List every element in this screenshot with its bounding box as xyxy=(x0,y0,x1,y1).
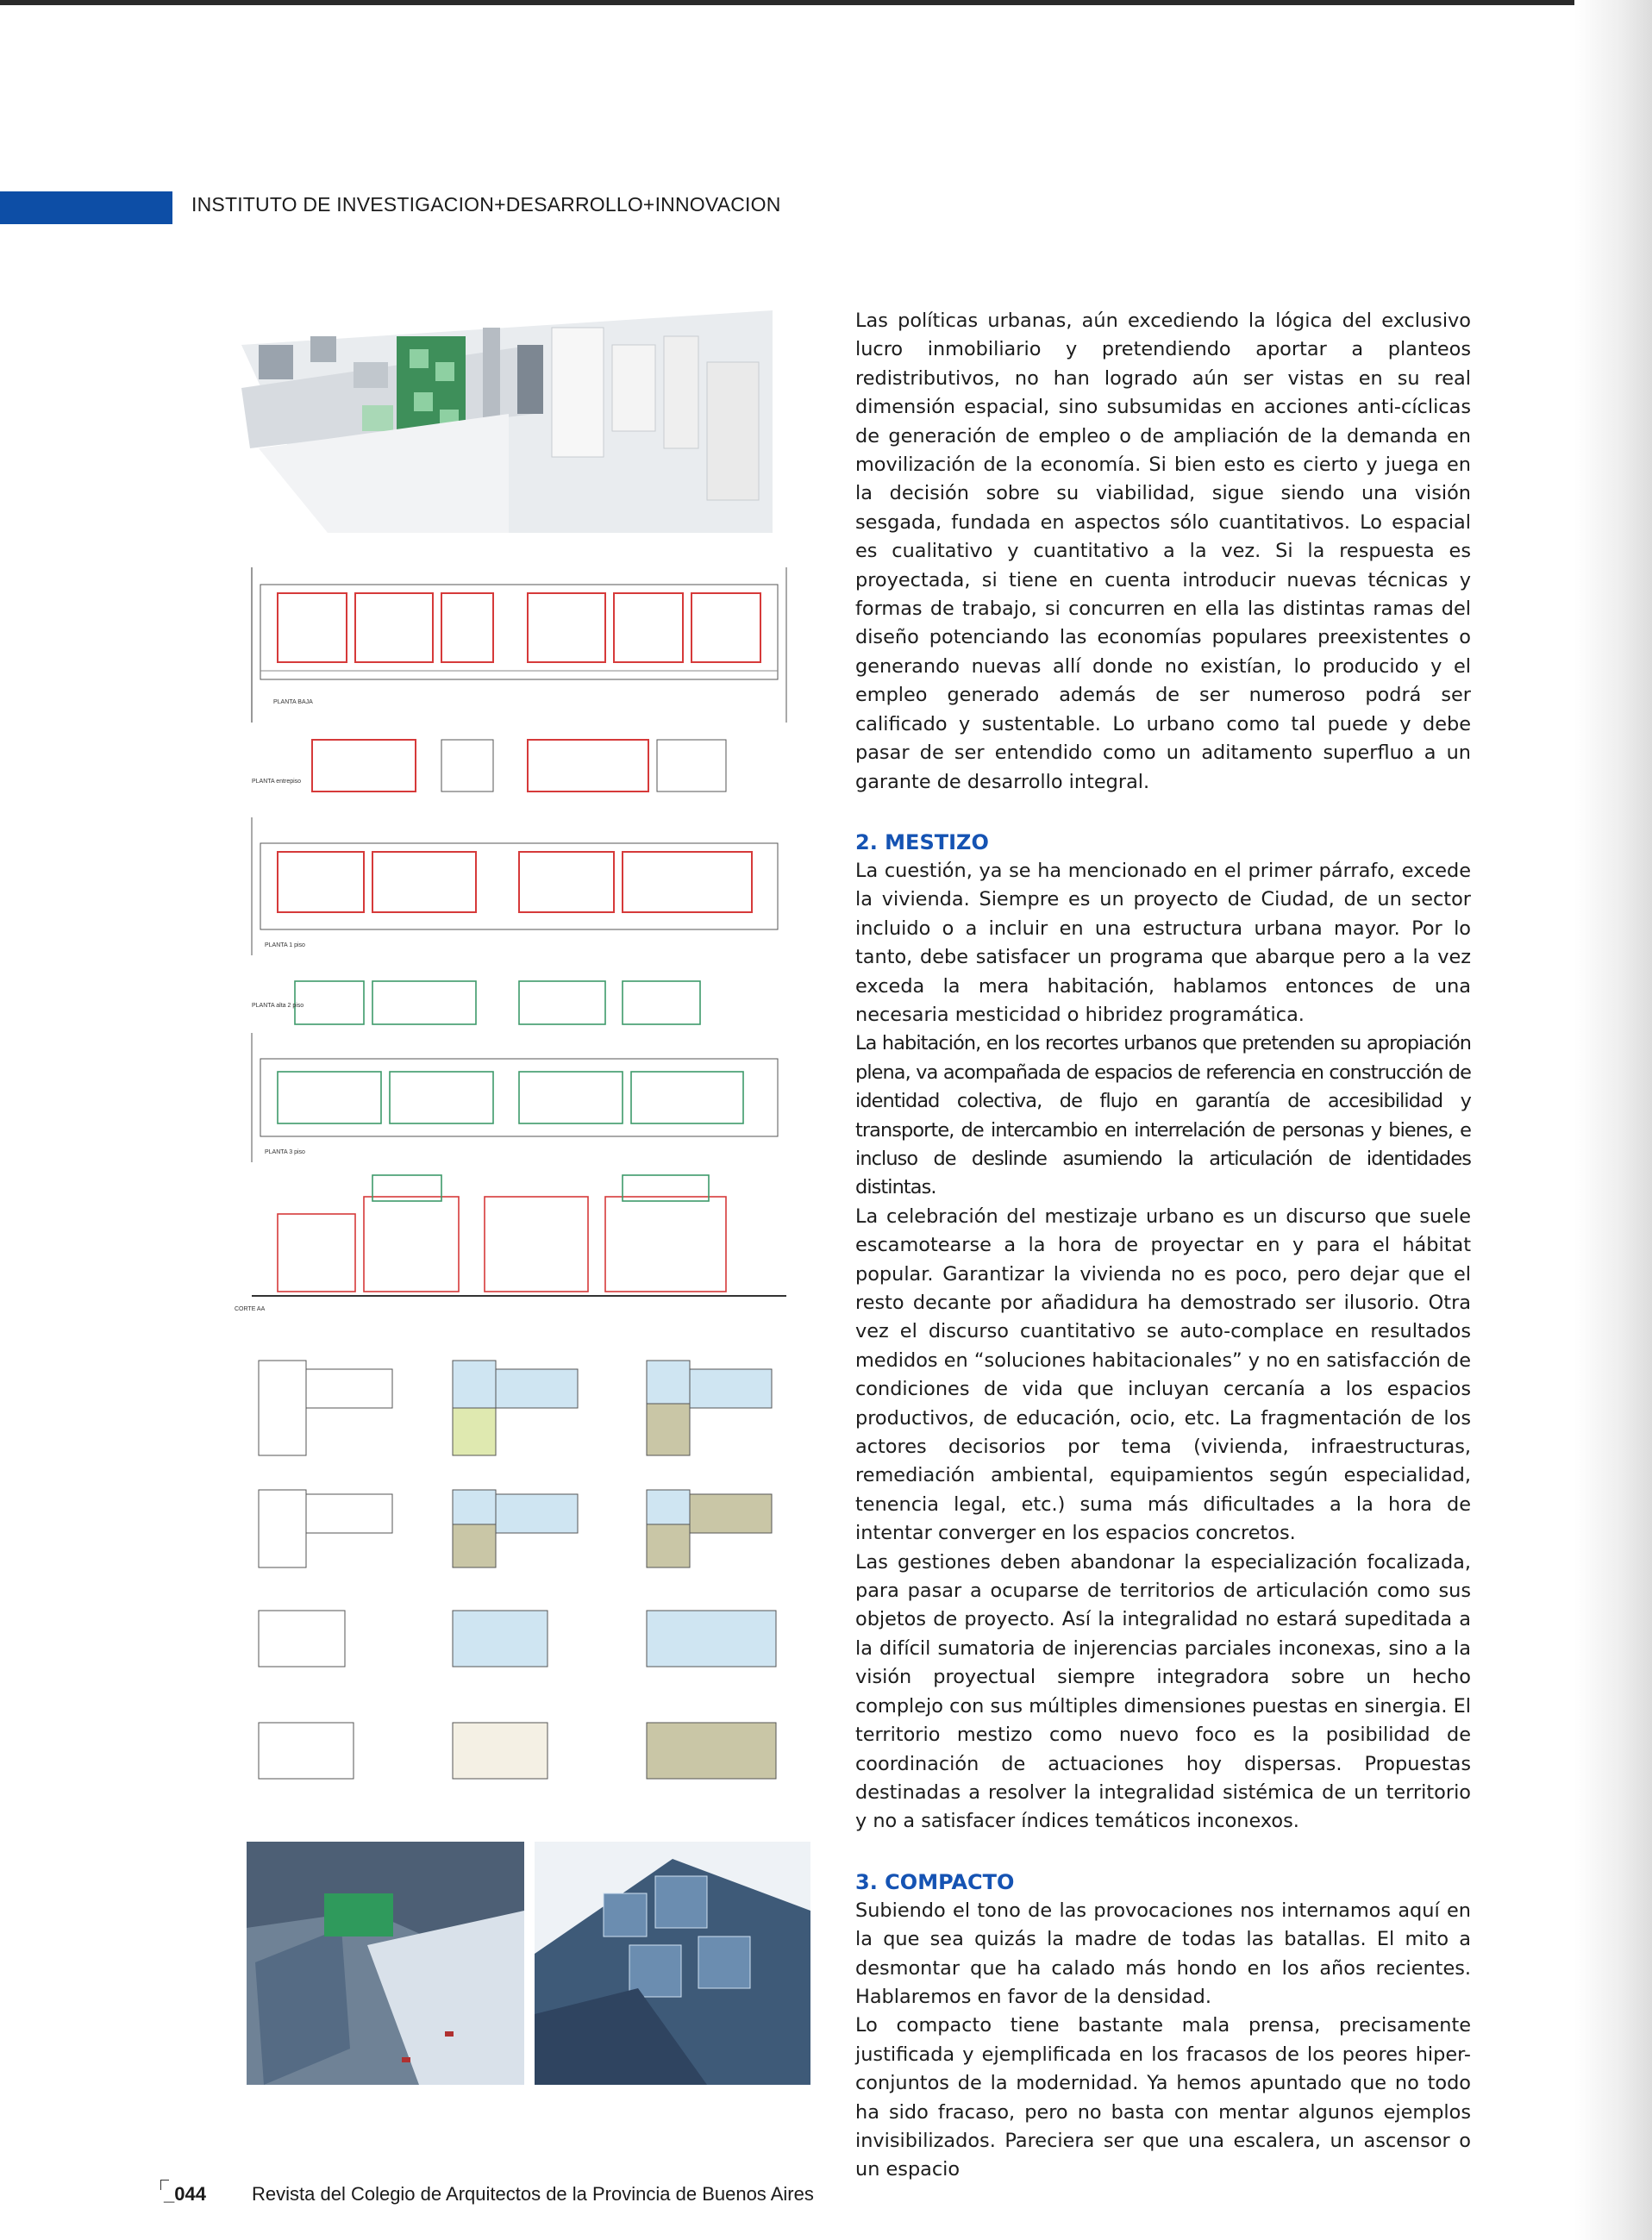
section-3-paragraph-1: Subiendo el tono de las provocaciones nos internamos aquí en la que sea quizás la madre de todas las batallas. El mito a desmontar que ha calado más hondo en los años recientes. Hablaremos en favor de la densidad. xyxy=(855,1899,1471,2008)
running-header: INSTITUTO DE INVESTIGACION+DESARROLLO+INNOVACION xyxy=(191,193,781,216)
svg-text:PLANTA 1 piso: PLANTA 1 piso xyxy=(265,942,305,948)
section-2-paragraph-1: La cuestión, ya se ha mencionado en el primer párrafo, excede la vivienda. Siempre es un proyecto de Ciudad, de un sector incluido o a incluir en una estructura urbana mayor. Por lo tanto, debe satisfacer un programa que abarque pero a la vez exceda la mera habitación, hablamos entonces de una necesaria mesticidad o hibridez programática. xyxy=(855,859,1471,1026)
top-rule xyxy=(0,0,1621,5)
unit-typologies-grid xyxy=(254,1352,806,1800)
floor-plans-stack xyxy=(226,559,795,1317)
street-perspective-render xyxy=(247,1842,524,2085)
svg-text:PLANTA BAJA: PLANTA BAJA xyxy=(273,699,313,705)
svg-text:PLANTA alta 2 piso: PLANTA alta 2 piso xyxy=(252,1003,304,1009)
courtyard-aerial-render xyxy=(535,1842,810,2085)
footer-tick xyxy=(160,2180,161,2190)
section-3-paragraph-2: Lo compacto tiene bastante mala prensa, precisamente justificada y ejemplificada en los fracasos de los peores hiper-conjuntos de la modernidad. Ya hemos apuntado que no todo ha sido fracaso, pero no basta con mentar algunos ejemplos invisibilizados. Pareciera ser que una escalera, un ascensor o un espacio xyxy=(855,2014,1471,2181)
section-3-heading: 3. COMPACTO xyxy=(855,1869,1015,1894)
page-number: _044 xyxy=(164,2183,206,2205)
intro-paragraph: Las políticas urbanas, aún excediendo la lógica del exclusivo lucro inmobiliario y pretendiendo aportar a planteos redistributivos, no han logrado aún ser vistas en su real dimensión espacial, sino subsumidas en acciones anti-cíclicas de generación de empleo o de ampliación de la demanda en movilización de la economía. Si bien esto es cierto y juega en la decisión sobre su viabilidad, sigue siendo una visión sesgada, fundada en aspectos sólo cuantitativos. Lo espacial es cualitativo y cuantitativo a la vez. Si la respuesta es proyectada, si tiene en cuenta introducir nuevas técnicas y formas de trabajo, si concurren en ella las distintas ramas del diseño potenciando las economías populares preexistentes o generando nuevas allí donde no existían, lo producido y el empleo generado además de ser numeroso podrá ser calificado y sustentable. Lo urbano como tal puede y debe pasar de ser entendido como un aditamento superfluo a un garante de desarrollo integral. xyxy=(855,310,1471,793)
header-accent-bar xyxy=(0,191,172,224)
svg-text:CORTE AA: CORTE AA xyxy=(235,1306,266,1312)
page-gutter-shadow xyxy=(1574,0,1652,2240)
section-2-paragraph-2: La habitación, en los recortes urbanos que pretenden su apropiación plena, va acompañada de espacios de referencia en construcción de identidad colectiva, de flujo en garantía de accesibilidad y transporte, de intercambio en interrelación de personas y bienes, e incluso de deslinde asumiendo la articulación de identidades distintas. xyxy=(855,1032,1471,1199)
publication-title: Revista del Colegio de Arquitectos de la Provincia de Buenos Aires xyxy=(252,2183,814,2205)
section-2-paragraph-3: La celebración del mestizaje urbano es un discurso que suele escamotearse a la hora de proyectar en y para el hábitat popular. Garantizar la vivienda no es poco, pero dejar que el resto decante por añadidura ha demostrado ser ilusorio. Otra vez el discurso cuantitativo se auto-complace en resultados medidos en “soluciones habitacionales” y no en satisfacción de condiciones de vida que incluyan cercanía a los espacios productivos, de educación, ocio, etc. La fragmentación de los actores decisorios por tema (vivienda, infraestructuras, remediación ambiental, equipamientos según especialidad, tenencia legal, etc.) suma más dificultades a la hora de intentar converger en los espacios concretos. xyxy=(855,1204,1471,1545)
footer-tick-horizontal xyxy=(160,2180,169,2181)
aerial-massing-render xyxy=(224,310,773,533)
section-2-heading: 2. MESTIZO xyxy=(855,829,989,854)
svg-text:PLANTA 3 piso: PLANTA 3 piso xyxy=(265,1149,305,1155)
section-2-paragraph-4: Las gestiones deben abandonar la especialización focalizada, para pasar a ocuparse de territorios de articulación como sus objetos de proyecto. Así la integralidad no estará supeditada a la difícil sumatoria de injerencias parciales inconexas, sino a la visión proyectual siempre integradora sobre un hecho complejo con sus múltiples dimensiones puestas en sinergia. El territorio mestizo como nuevo foco es la posibilidad de coordinación de actuaciones hoy dispersas. Propuestas destinadas a resolver la integralidad sistémica de un territorio y no a satisfacer índices temáticos inconexos. xyxy=(855,1550,1471,1833)
svg-text:PLANTA entrepiso: PLANTA entrepiso xyxy=(252,779,302,785)
article-body xyxy=(855,307,1471,2185)
